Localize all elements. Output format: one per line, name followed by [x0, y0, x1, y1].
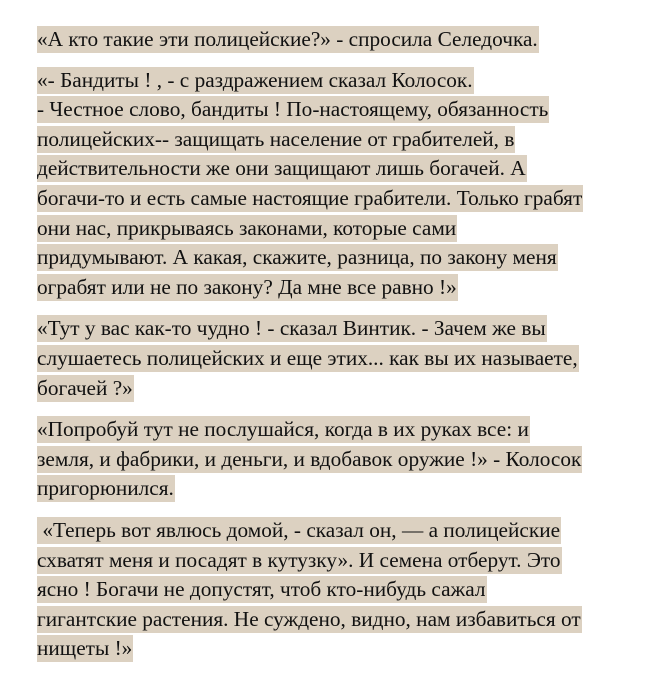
highlighted-text: пригорюнился.: [37, 476, 174, 501]
text-line: [37, 546, 667, 576]
highlighted-text: «Тут у вас как-то чудно ! - сказал Винтик. - Зачем же вы: [37, 316, 546, 341]
text-line: [37, 474, 667, 504]
paragraph-2: [37, 66, 667, 303]
paragraph-spacing: [37, 302, 667, 314]
text-line: [37, 415, 667, 445]
paragraph-4: [37, 415, 667, 504]
text-line: [37, 243, 667, 273]
text-line: [37, 214, 667, 244]
highlighted-text: «А кто такие эти полицейские?» - спросила Селедочка.: [37, 27, 538, 51]
paragraph-3: [37, 314, 667, 403]
paragraph-5: [37, 516, 667, 664]
text-line: [37, 66, 667, 96]
text-line: [37, 374, 667, 404]
highlighted-text: действительности же они защищают лишь богачей. А: [37, 156, 526, 181]
text-line: [37, 445, 667, 475]
text-line: [37, 575, 667, 605]
highlighted-text: полицейских-- защищать население от грабителей, в: [37, 126, 515, 151]
text-line: [37, 95, 667, 125]
text-line: [37, 605, 667, 635]
highlighted-text: «Теперь вот явлюсь домой, - сказал он, — а полицейские: [37, 517, 561, 542]
highlighted-text: «- Бандиты ! , - с раздражением сказал Колосок.: [37, 67, 473, 92]
text-line: [37, 344, 667, 374]
highlighted-text: гигантские растения. Не суждено, видно, нам избавиться от: [37, 606, 581, 631]
text-line: [37, 634, 667, 664]
text-line: [37, 516, 667, 546]
highlighted-text: богачи-то и есть самые настоящие грабители. Только грабят: [37, 185, 583, 210]
document-body: [37, 25, 667, 664]
highlighted-text: богачей ?»: [37, 375, 133, 400]
highlighted-text: слушаетесь полицейских и еще этих... как вы их называете,: [37, 345, 578, 370]
paragraph-1: [37, 25, 667, 55]
paragraph-spacing: [37, 504, 667, 516]
text-line: [37, 125, 667, 155]
paragraph-spacing: [37, 55, 667, 66]
highlighted-text: они нас, прикрываясь законами, которые сами: [37, 215, 457, 240]
text-line: [37, 273, 667, 303]
paragraph-spacing: [37, 403, 667, 415]
highlighted-text: схватят меня и посадят в кутузку». И семена отберут. Это: [37, 547, 561, 572]
highlighted-text: земля, и фабрики, и деньги, и вдобавок оружие !» - Колосок: [37, 446, 582, 471]
highlighted-text: ясно ! Богачи не допустят, чтоб кто-нибудь сажал: [37, 577, 486, 602]
text-line: [37, 314, 667, 344]
text-line: [37, 154, 667, 184]
text-line: [37, 25, 667, 55]
highlighted-text: ограбят или не по закону? Да мне все равно !»: [37, 274, 457, 299]
highlighted-text: придумывают. А какая, скажите, разница, по закону меня: [37, 245, 557, 270]
highlighted-text: - Честное слово, бандиты ! По-настоящему, обязанность: [37, 97, 549, 122]
text-line: [37, 184, 667, 214]
highlighted-text: нищеты !»: [37, 636, 133, 661]
highlighted-text: «Попробуй тут не послушайся, когда в их руках все: и: [37, 417, 529, 442]
